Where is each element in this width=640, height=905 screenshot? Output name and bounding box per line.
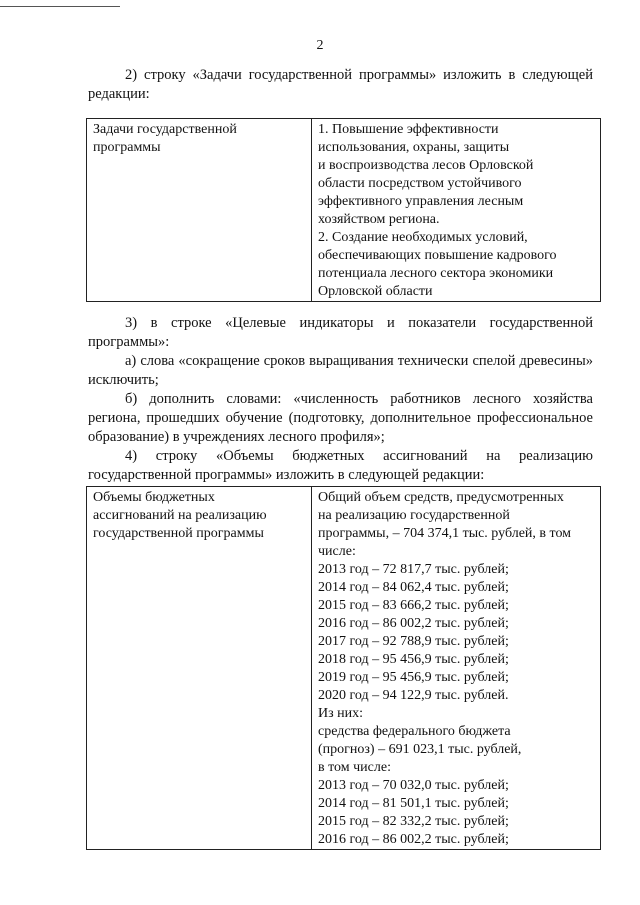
- content-line: 2. Создание необходимых условий,: [318, 230, 528, 245]
- content-line: 2017 год – 92 788,9 тыс. рублей;: [318, 634, 509, 649]
- tasks-label-cell: [87, 119, 312, 302]
- tasks-content-cell: [312, 119, 601, 302]
- content-line: использования, охраны, защиты: [318, 140, 510, 155]
- label-line: ассигнований на реализацию: [93, 508, 267, 523]
- content-line: числе:: [318, 544, 356, 559]
- content-line: программы, – 704 374,1 тыс. рублей, в том: [318, 526, 572, 541]
- table-row: [87, 119, 601, 302]
- content-line: хозяйством региона.: [318, 212, 440, 227]
- content-line: 2019 год – 95 456,9 тыс. рублей;: [318, 670, 509, 685]
- content-line: 2015 год – 83 666,2 тыс. рублей;: [318, 598, 509, 613]
- content-line: 2016 год – 86 002,2 тыс. рублей;: [318, 616, 509, 631]
- content-line: 2018 год – 95 456,9 тыс. рублей;: [318, 652, 509, 667]
- item-3b: б) дополнить словами: «численность работников лесного хозяйства региона, прошедших обучение (подготовку, дополнительное профессиональное образование) в учреждениях лесного профиля»;: [88, 391, 593, 445]
- content-line: эффективного управления лесным: [318, 194, 524, 209]
- page-number: 2: [316, 38, 324, 53]
- budget-table: [86, 486, 601, 850]
- item-3a: а) слова «сокращение сроков выращивания технически спелой древесины» исключить;: [88, 353, 593, 388]
- content-line: 2016 год – 86 002,2 тыс. рублей;: [318, 832, 509, 847]
- content-line: 2020 год – 94 122,9 тыс. рублей.: [318, 688, 509, 703]
- budget-label-cell: [87, 487, 312, 850]
- content-line: 1. Повышение эффективности: [318, 122, 499, 137]
- scan-edge-line: [0, 6, 120, 7]
- label-line: Задачи государственной: [93, 122, 237, 137]
- label-line: программы: [93, 140, 161, 155]
- table-row: [87, 487, 601, 850]
- tasks-table: [86, 118, 601, 302]
- content-line: средства федерального бюджета: [318, 724, 511, 739]
- content-line: Орловской области: [318, 284, 433, 299]
- content-line: обеспечивающих повышение кадрового: [318, 248, 557, 263]
- content-line: 2013 год – 70 032,0 тыс. рублей;: [318, 778, 509, 793]
- item-3-intro: 3) в строке «Целевые индикаторы и показатели государственной программы»:: [88, 315, 593, 350]
- content-line: 2013 год – 72 817,7 тыс. рублей;: [318, 562, 509, 577]
- label-line: Объемы бюджетных: [93, 490, 215, 505]
- label-line: государственной программы: [93, 526, 264, 541]
- content-line: 2014 год – 81 501,1 тыс. рублей;: [318, 796, 509, 811]
- content-line: потенциала лесного сектора экономики: [318, 266, 554, 281]
- content-line: 2015 год – 82 332,2 тыс. рублей;: [318, 814, 509, 829]
- budget-content-cell: [312, 487, 601, 850]
- content-line: 2014 год – 84 062,4 тыс. рублей;: [318, 580, 509, 595]
- item-4-intro: 4) строку «Объемы бюджетных ассигнований на реализацию государственной программы» изложить в следующей редакции:: [88, 448, 593, 483]
- content-line: Общий объем средств, предусмотренных: [318, 490, 564, 505]
- item-2-intro: 2) строку «Задачи государственной программы» изложить в следующей редакции:: [88, 67, 593, 102]
- content-line: (прогноз) – 691 023,1 тыс. рублей,: [318, 742, 522, 757]
- content-line: области посредством устойчивого: [318, 176, 522, 191]
- content-line: в том числе:: [318, 760, 391, 775]
- content-line: и воспроизводства лесов Орловской: [318, 158, 534, 173]
- content-line: Из них:: [318, 706, 364, 721]
- content-line: на реализацию государственной: [318, 508, 510, 523]
